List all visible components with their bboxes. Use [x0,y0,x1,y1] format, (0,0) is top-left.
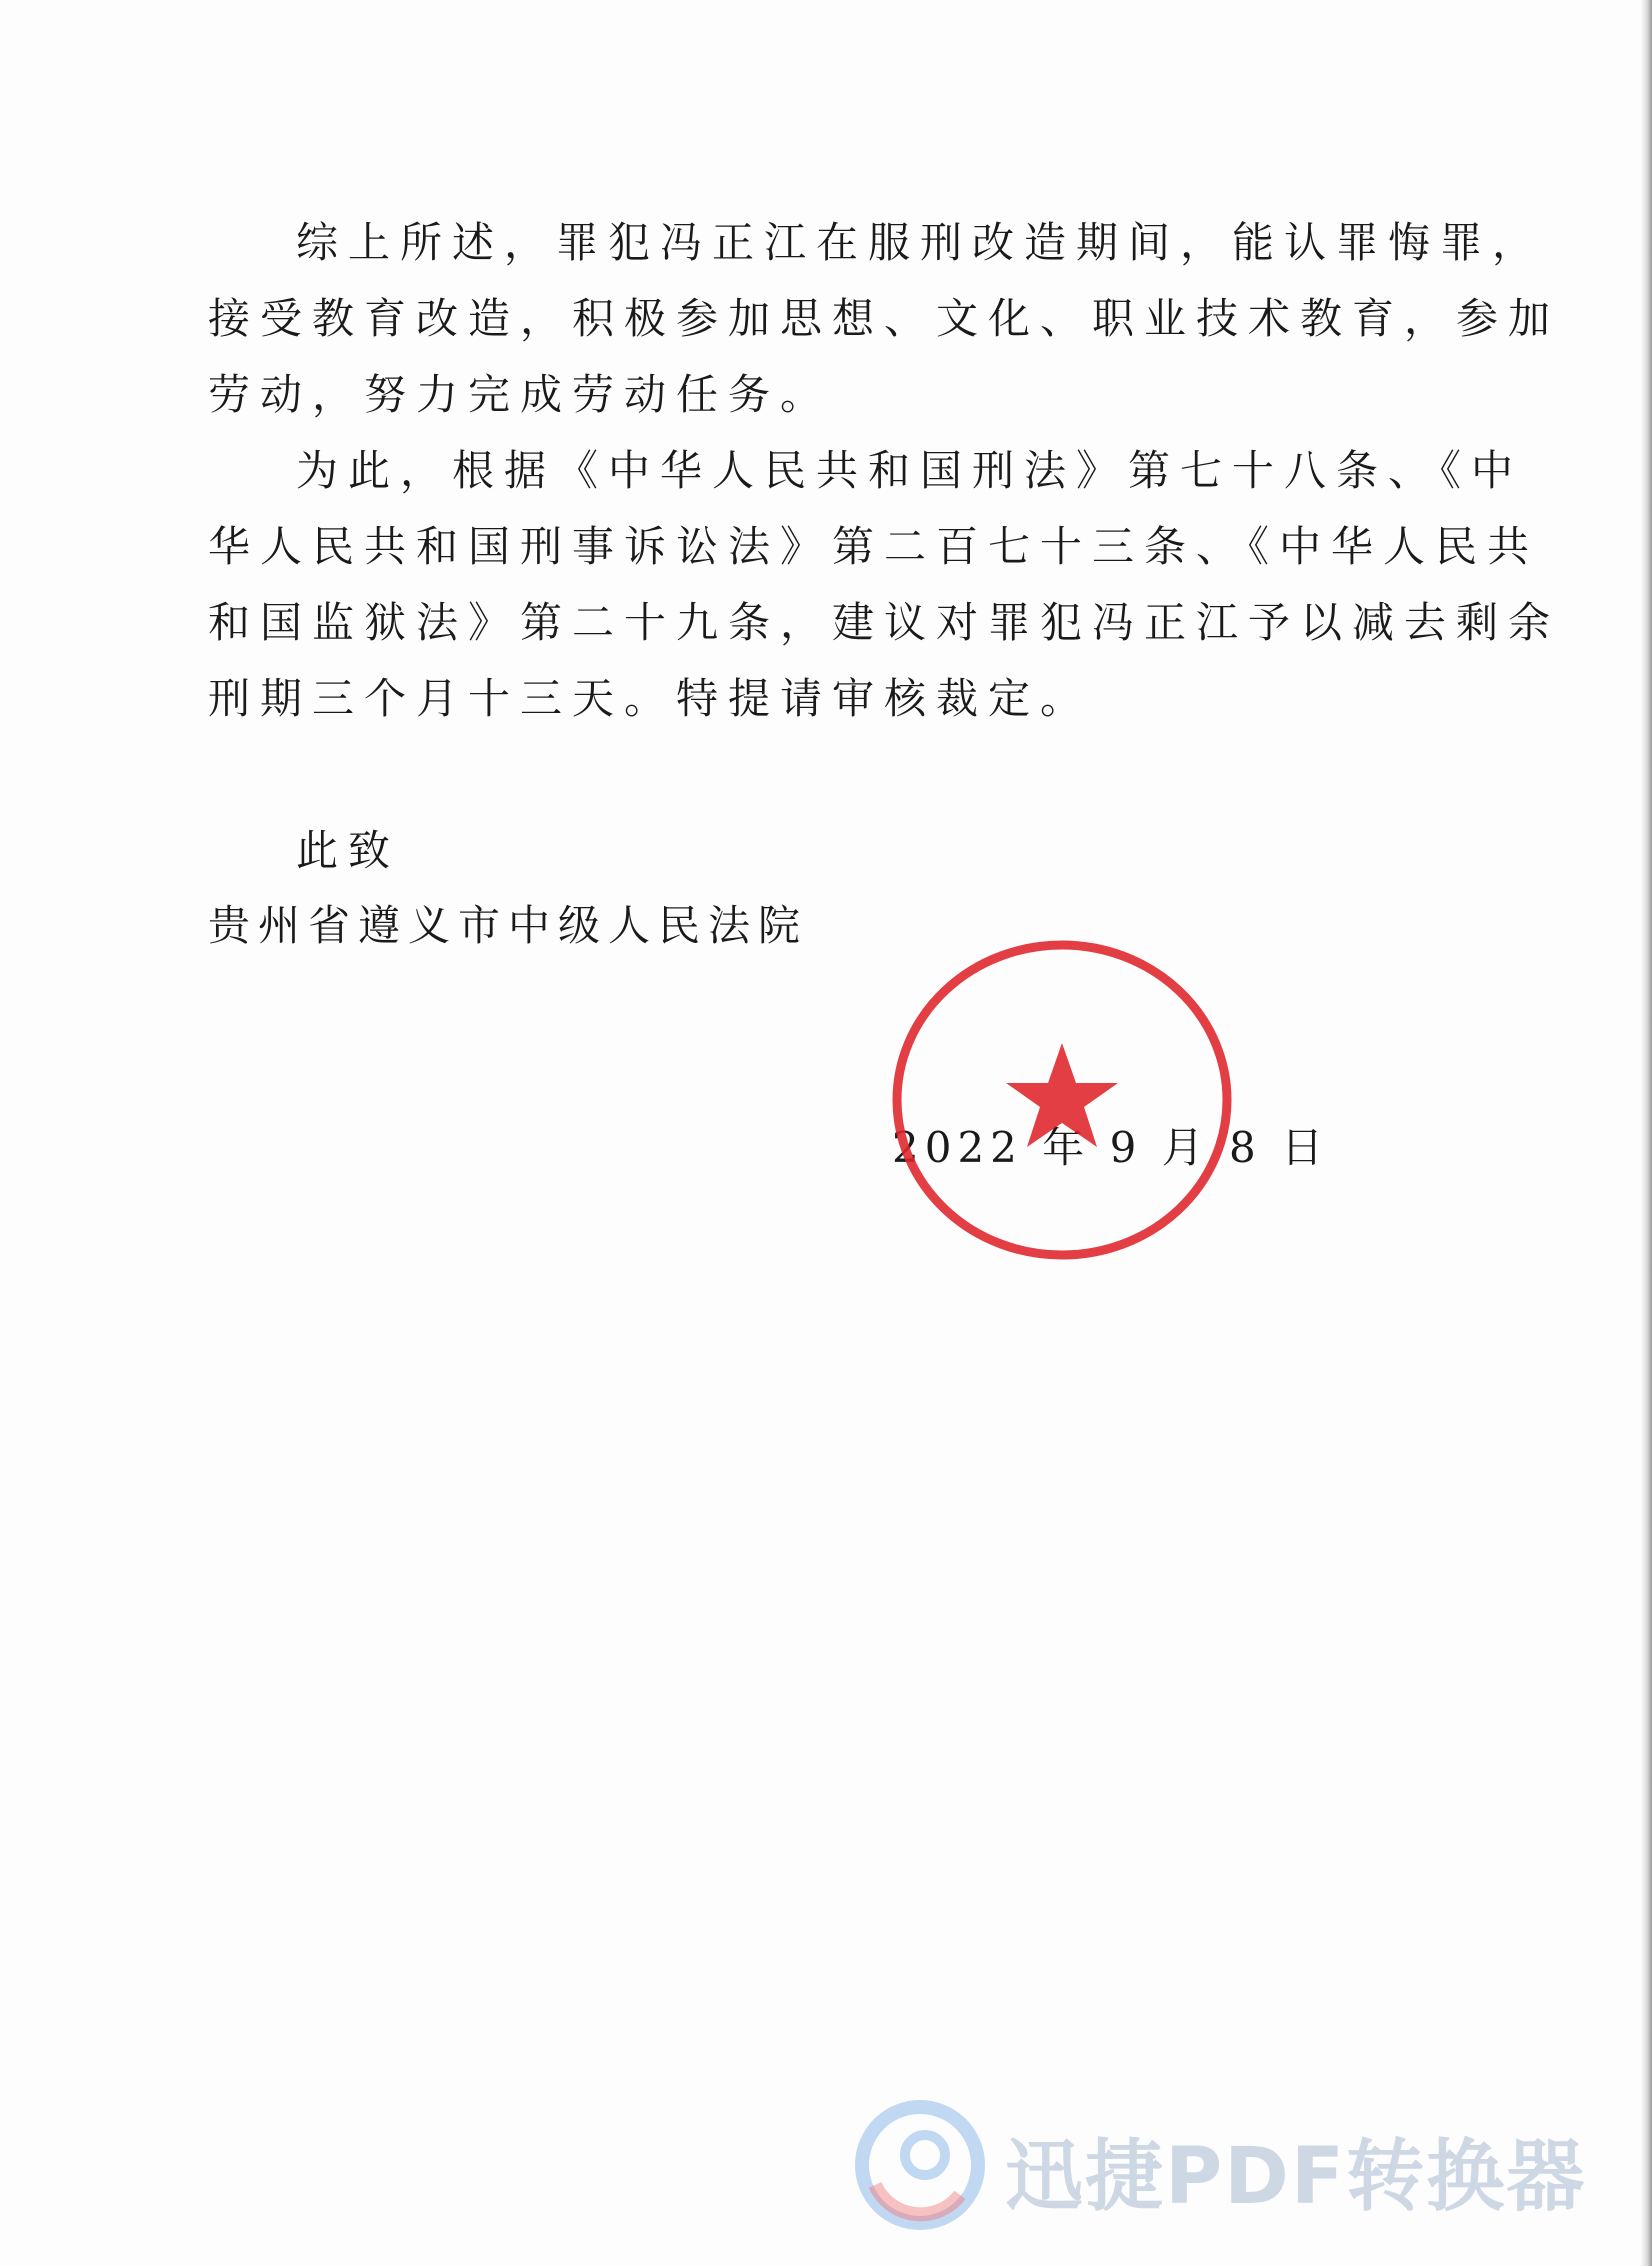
document-date: 2022 年 9 月 8 日 [892,1123,1330,1172]
seal-star-icon [1006,1043,1118,1147]
pdf-converter-logo-icon [855,2100,985,2230]
recipient: 贵州省遵义市中级人民法院 [208,901,809,950]
paragraph-line: 劳动，努力完成劳动任务。 [208,370,833,419]
salutation: 此致 [296,826,401,875]
paragraph-line: 刑期三个月十三天。特提请审核裁定。 [208,674,1093,723]
watermark-text: 迅捷PDF转换器 [1005,2132,1587,2222]
paragraph-line: 接受教育改造，积极参加思想、文化、职业技术教育，参加 [208,294,1561,343]
paragraph-line: 为此，根据《中华人民共和国刑法》第七十八条、《中 [296,446,1524,495]
paragraph-line: 华人民共和国刑事诉讼法》第二百七十三条、《中华人民共 [208,522,1540,571]
scan-edge-shadow [1640,0,1652,2266]
paragraph-line: 综上所述，罪犯冯正江在服刑改造期间，能认罪悔罪， [296,218,1545,267]
paragraph-summary [208,205,1561,433]
watermark [855,2100,1635,2230]
paragraph-recommendation [208,433,1561,737]
paragraph-line: 和国监狱法》第二十九条，建议对罪犯冯正江予以减去剩余 [208,598,1561,647]
official-seal-icon [890,935,1235,1265]
